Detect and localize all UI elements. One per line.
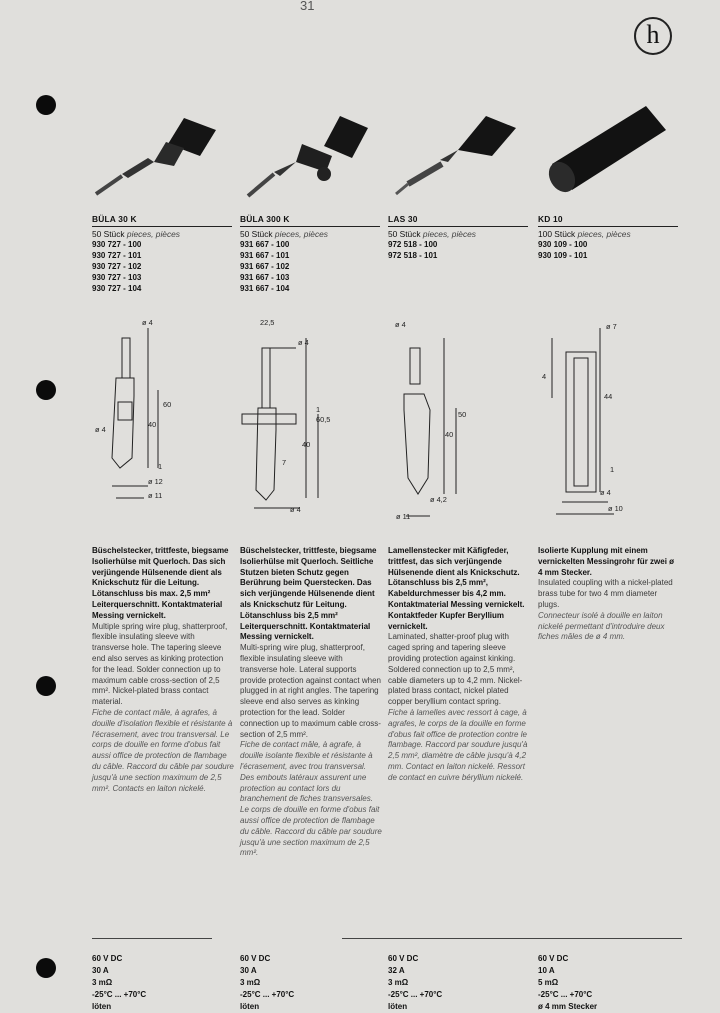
article-code: 931 667 - 104 xyxy=(240,284,290,293)
dimension-label: ø 11 xyxy=(396,512,411,521)
description-fr: Fiche à lamelles avec ressort à cage, à agrafes, le corps de la douille en forme d'obus fait office de protection contre le flambage. Raccord par soudure jusqu'à 2,5 mm², diamètre de câble jusqu'à 4,2 mm. Contact en laiton nickelé. Ressort de contact en cuivre béryllium nickelé. xyxy=(388,707,528,782)
article-code: 930 109 - 101 xyxy=(538,251,588,260)
spec-temperature: -25°C ... +70°C xyxy=(388,990,443,1000)
article-code: 930 727 - 103 xyxy=(92,273,142,282)
dimension-label: 40 xyxy=(148,420,157,429)
spec-voltage: 60 V DC xyxy=(538,954,569,963)
description-bula-30k xyxy=(92,546,234,794)
quantity: 50 Stück pieces, pièces xyxy=(240,229,328,239)
spec-connection: ø 4 mm Stecker xyxy=(538,1002,598,1012)
description-en: Multiple spring wire plug, shatterproof, flexible insulating sleeve with transverse hole. The tapering sleeve end also serves as kinking protection for the lead. Solder connection up to maximum cable cross-section of 2,5 mm². Nickel-plated brass contact material. xyxy=(92,621,228,707)
spec-current: 30 A xyxy=(92,966,109,976)
dimension-label: 60 xyxy=(163,400,172,409)
spec-connection: löten xyxy=(92,1002,112,1012)
article-code: 930 727 - 100 xyxy=(92,240,142,249)
section-bullet xyxy=(36,958,56,978)
spec-temperature: -25°C ... +70°C xyxy=(92,990,147,1000)
dimension-label: 7 xyxy=(282,458,287,467)
article-code: 930 727 - 104 xyxy=(92,284,142,293)
dimension-label: 40 xyxy=(445,430,454,439)
description-en: Laminated, shatter-proof plug with caged spring and tapering sleeve providing protection against kinking. Soldered connection up to 2,5 mm², cable diameters up to 4,2 mm. Nickel-plated brass contact, nickel plated copper beryllium contact spring. xyxy=(388,632,523,707)
article-code: 930 727 - 101 xyxy=(92,251,142,260)
spec-temperature: -25°C ... +70°C xyxy=(240,990,295,1000)
specs-bula-300k xyxy=(240,953,294,1013)
dimension-label: 1 xyxy=(316,405,321,414)
article-code: 930 727 - 102 xyxy=(92,262,142,271)
description-kd-10 xyxy=(538,546,680,643)
spec-resistance: 3 mΩ xyxy=(92,978,113,988)
las-30-drawing xyxy=(388,318,528,528)
description-de: Büschelstecker, trittfeste, biegsame Isolierhülse mit Querloch. Seitliche Stutzen bieten Schutz gegen Berührung beim Querstecken. Das sich verjüngende Hülsenende dient als Knickschutz für Leitung. Lötanschluss bis 2,5 mm² Leiterquerschnitt. Kontaktmaterial Messing vernickelt. xyxy=(240,546,377,642)
spec-resistance: 5 mΩ xyxy=(538,978,559,988)
dimension-label: ø 11 xyxy=(148,491,163,500)
dimension-label: 4 xyxy=(542,372,547,381)
spec-connection: löten xyxy=(388,1002,408,1012)
description-en: Insulated coupling with a nickel-plated brass tube for two 4 mm diameter plugs. xyxy=(538,578,673,609)
dimension-label: ø 4 xyxy=(395,320,406,329)
section-bullet xyxy=(36,95,56,115)
article-code: 931 667 - 102 xyxy=(240,262,290,271)
dimension-label: ø 4 xyxy=(95,425,106,434)
product-bula-30k xyxy=(92,214,232,294)
dimension-label: 44 xyxy=(604,392,613,401)
product-las-30 xyxy=(388,214,528,261)
quantity: 100 Stück pieces, pièces xyxy=(538,229,631,239)
specs-bula-30k xyxy=(92,953,146,1013)
divider xyxy=(342,938,682,939)
article-code: 931 667 - 100 xyxy=(240,240,290,249)
product-name: LAS 30 xyxy=(388,214,418,224)
article-code: 930 109 - 100 xyxy=(538,240,588,249)
bula-300k-drawing xyxy=(236,318,376,518)
article-code: 931 667 - 103 xyxy=(240,273,290,282)
section-bullet xyxy=(36,380,56,400)
spec-resistance: 3 mΩ xyxy=(388,978,409,988)
description-de: Büschelstecker, trittfeste, biegsame Isolierhülse mit Querloch. Das sich verjüngende Hülsenende dient als Knickschutz für die Leitung. Lötanschluss bis max. 2,5 mm² Leiterquerschnitt. Kontaktmaterial Messing vernickelt. xyxy=(92,546,229,620)
spec-voltage: 60 V DC xyxy=(92,954,123,963)
dimension-label: ø 4 xyxy=(600,488,611,497)
description-de: Isolierte Kupplung mit einem vernickelten Messingrohr für zwei ø 4 mm Stecker. xyxy=(538,546,675,577)
specs-kd-10 xyxy=(538,953,597,1013)
article-code: 931 667 - 101 xyxy=(240,251,290,260)
description-fr: Fiche de contact mâle, à agrafes, à douille d'isolation flexible et résistante à l'écrasement, avec trou transversal. Le corps de douille en forme d'obus fait aussi office de protection de flambage du câble. Raccord du câble par soudure jusqu'à une section maximum de 2,5 mm². Contacts en laiton nickelé. xyxy=(92,707,234,793)
page-number: 31 xyxy=(300,0,315,13)
spec-current: 10 A xyxy=(538,966,555,976)
bula-300k-photo xyxy=(240,112,380,210)
quantity: 50 Stück pieces, pièces xyxy=(92,229,180,239)
product-name: BÜLA 30 K xyxy=(92,214,137,224)
las-30-photo xyxy=(388,112,528,210)
dimension-label: ø 7 xyxy=(606,322,617,331)
bula-30k-drawing xyxy=(88,318,228,518)
article-code: 972 518 - 100 xyxy=(388,240,438,249)
kd-10-photo xyxy=(538,104,678,204)
spec-current: 32 A xyxy=(388,966,405,976)
spec-current: 30 A xyxy=(240,966,257,976)
description-de: Lamellenstecker mit Käfigfeder, trittfest, das sich verjüngende Hülsenende dient als Knickschutz. Lötanschluss bis 2,5 mm², Kabeldurchmesser bis 4,2 mm. Kontaktmaterial Messing vernickelt. Kontaktfeder Kupfer Beryllium vernickelt. xyxy=(388,546,525,631)
article-code: 972 518 - 101 xyxy=(388,251,438,260)
product-bula-300k xyxy=(240,214,380,294)
section-bullet xyxy=(36,676,56,696)
dimension-label: ø 4 xyxy=(298,338,309,347)
dimension-label: ø 4 xyxy=(142,318,153,327)
product-kd-10 xyxy=(538,214,678,261)
quantity: 50 Stück pieces, pièces xyxy=(388,229,476,239)
spec-voltage: 60 V DC xyxy=(388,954,419,963)
description-fr: Fiche de contact mâle, à agrafe, à douille isolante flexible et résistante à l'écrasement, avec trou transversal. Des embouts latéraux assurent une protection au contact lors du branchement de fiches transversales. Le corps de douille en forme d'obus fait aussi office de protection de flambage du câble. Raccord du câble par soudure jusqu'à une section maximum de 2,5 mm². xyxy=(240,740,382,858)
brand-logo: h xyxy=(634,17,672,55)
dimension-label: 40 xyxy=(302,440,311,449)
description-en: Multi-spring wire plug, shatterproof, flexible insulating sleeve with transverse hole. Lateral supports provide protection against contact when plugged in at right angles. The tapering sleeve end also serves as kinking protection for the lead. Solder connection up to maximum cable cross-section of 2,5 mm². xyxy=(240,643,381,739)
spec-resistance: 3 mΩ xyxy=(240,978,261,988)
dimension-label: ø 10 xyxy=(608,504,623,513)
dimension-label: 50 xyxy=(458,410,467,419)
description-las-30 xyxy=(388,546,530,784)
product-name: KD 10 xyxy=(538,214,563,224)
dimension-label: 1 xyxy=(610,465,615,474)
spec-connection: löten xyxy=(240,1002,260,1012)
specs-las-30 xyxy=(388,953,442,1013)
product-name: BÜLA 300 K xyxy=(240,214,290,224)
dimension-label: 60,5 xyxy=(316,415,331,424)
spec-voltage: 60 V DC xyxy=(240,954,271,963)
dimension-label: ø 12 xyxy=(148,477,163,486)
dimension-label: 22,5 xyxy=(260,318,275,327)
description-bula-300k xyxy=(240,546,382,859)
divider xyxy=(92,938,212,939)
spec-temperature: -25°C ... +70°C xyxy=(538,990,593,1000)
bula-30k-photo xyxy=(88,112,228,210)
dimension-label: ø 4 xyxy=(290,505,301,514)
description-fr: Connecteur isolé à douille en laiton nickelé permettant d'introduire deux fiches mâles de ø 4 mm. xyxy=(538,610,665,642)
dimension-label: ø 4,2 xyxy=(430,495,447,504)
dimension-label: 1 xyxy=(158,462,163,471)
